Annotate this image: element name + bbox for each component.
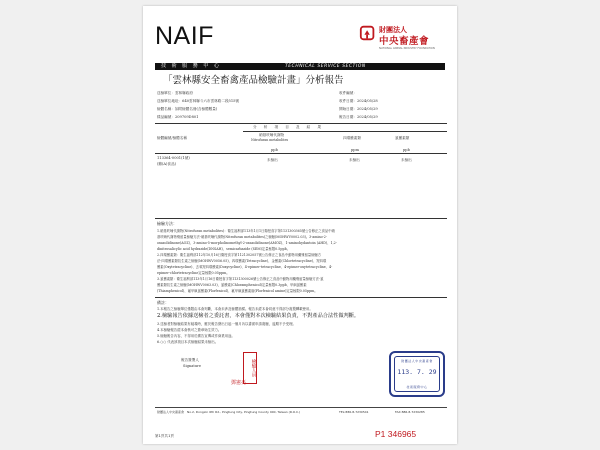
info-sample-no: 樣品編號：209709D801 bbox=[157, 115, 199, 119]
method-line: (Thiamphenicol)、氟甲砜氯黴素(Florfenicol)、氟甲砜氯黴素胺(Florfenicol amine)定量極限0.05ppm。 bbox=[157, 289, 318, 293]
table-col-sample: 檢體編號/檢體名稱 bbox=[157, 136, 187, 140]
signature-name-stamp: 鄧憲亮 bbox=[231, 380, 247, 386]
table-col-nitrofuran-sub: Nitrofuran metabolites bbox=[251, 138, 289, 142]
note-line: 5.檢驗報告內容，不得用於廣告宣傳或作商業用途。 bbox=[157, 334, 235, 338]
method-line: 法-四環黴素類抗生素之檢驗(MOHWV0056.05)，四環黴素(Tetracycline)、金黴素(Chlortetracycline)、羥四環 bbox=[157, 259, 327, 263]
method-title: 檢驗方法： bbox=[157, 221, 177, 226]
table-result-2: 未檢出 bbox=[349, 158, 360, 162]
method-line: 黴素(Oxytetracycline)、去氧羥四環黴素(Doxycycline)、4-epimer-tetracycline、4-epimer-oxytetracycline、4- bbox=[157, 265, 333, 269]
banner-en: TECHNICAL SERVICE SECTION bbox=[285, 64, 366, 69]
foundation-logo-icon bbox=[359, 24, 377, 42]
org-english-name: NATIONAL ANIMAL INDUSTRY FOUNDATION bbox=[379, 47, 435, 50]
table-unit-2: ppm bbox=[351, 148, 360, 152]
naif-logo-text: NAIF bbox=[155, 22, 214, 50]
table-row-id: 113364-0001(1號) bbox=[157, 156, 190, 160]
table-col-chloramphenicol: 氯黴素類 bbox=[395, 136, 410, 140]
method-line: dinitrosalicylic acid hydrazide(DNSAH)、semicarbazide (SEM)定量極限0.5ppb。 bbox=[157, 247, 290, 251]
info-address: 送檢單位地址：640雲林縣斗六市雲林路二段515號 bbox=[157, 99, 239, 103]
table-result-1: 未檢出 bbox=[267, 158, 278, 162]
org-name: 中央畜產會 bbox=[379, 36, 430, 47]
table-row-name: (雞(A)食品) bbox=[157, 162, 176, 166]
table-col-tetracycline: 四環黴素類 bbox=[343, 136, 361, 140]
method-line: 2.四環黴素類：衛生福利部112年10月16日衛授食字第1121302057號公告修正之食品中動物用藥殘留量檢驗方 bbox=[157, 253, 322, 257]
info-receipt-no: 收件編號： bbox=[339, 91, 357, 95]
footer-tel: TEL:886-8-7230541 bbox=[339, 410, 369, 414]
table-result-3: 未檢出 bbox=[401, 158, 412, 162]
table-top-rule bbox=[155, 123, 447, 124]
info-receipt-date: 收件日期：2024/05/28 bbox=[339, 99, 378, 103]
stamp-top-text: 財團法人中央畜產會 bbox=[401, 359, 433, 363]
org-subtitle: 財團法人 bbox=[379, 26, 407, 34]
page-number: 第1頁共1頁 bbox=[155, 434, 174, 438]
signature-label-zh: 報告簽署人 bbox=[181, 358, 199, 362]
report-title: 「雲林縣安全畜禽產品檢驗計畫」分析報告 bbox=[163, 75, 344, 86]
method-line: 黴素類抗生素之檢驗(MOHWV0063.03)，氯黴素(Chloramphenicol)定量極限0.3ppb、甲砜氯黴素 bbox=[157, 283, 307, 287]
footer-address: 財團法人中央畜產會 No.2, Dongxin 6th Rd., Pingtung City, Pingtung County 900, Taiwan (R.O.C.) bbox=[157, 410, 301, 414]
stamp-date: 113. 7. 29 bbox=[397, 368, 437, 376]
section-banner bbox=[155, 63, 445, 70]
report-serial: P1 346965 bbox=[375, 429, 417, 439]
signature-label-en: Signature bbox=[183, 364, 201, 368]
method-line: 1.硝基呋喃代謝物(Nitrofuran metabolites)：衛生福利部113年1月1日衛授食字第1131300365號公告修正之食品中硝 bbox=[157, 229, 335, 233]
report-page bbox=[143, 6, 457, 444]
method-line: oxazolidinone(AOZ)、3-amino-5-morpholinomethyl-2-oxazolidinone(AMOZ)、1-aminohydantoin (AHD)、1,2- bbox=[157, 241, 337, 245]
table-unit-1: ppb bbox=[271, 148, 278, 152]
note-line: 3.送檢者對檢驗結果有疑義時，應於報告發出日起一個月內以書面申請複驗，逾期不予受理。 bbox=[157, 322, 296, 326]
notes-title: 備註： bbox=[157, 300, 169, 305]
note-line: 1.本報告之檢驗單位僅限由本會判斷，本會未涉及檢體抽樣。報告未經本會同意不得部分複製轉載使用。 bbox=[157, 307, 313, 311]
stamp-bottom-text: 技術服務中心 bbox=[406, 385, 428, 389]
note-line: 6.○○ 代表該項目本次檢驗結果未檢出。 bbox=[157, 340, 219, 344]
footer-rule bbox=[155, 407, 447, 408]
banner-zh: 技 術 服 務 中 心 bbox=[161, 63, 221, 69]
official-date-stamp bbox=[389, 351, 445, 397]
info-start-date: 開始日期：2024/05/29 bbox=[339, 107, 378, 111]
info-report-date: 報告日期：2024/05/29 bbox=[339, 115, 378, 119]
note-line: 4.本檢驗報告經本會核可之簽章始生效力。 bbox=[157, 328, 222, 332]
table-items-header: 分 析 項 目 及 結 果 bbox=[253, 125, 325, 129]
signature-seal: 檢驗人員 bbox=[243, 352, 257, 384]
info-sample-name: 檢體名稱：如附檢體名冊(含檢體數量) bbox=[157, 107, 218, 111]
method-line: 3.氯黴素類：衛生福利部113年1月16日衛授食字第1131300026號公告修正之食品中動物用藥殘留量檢驗方法-氯 bbox=[157, 277, 324, 281]
table-unit-3: ppb bbox=[403, 148, 410, 152]
table-col-nitrofuran: 硝基呋喃代謝物 bbox=[259, 133, 285, 137]
info-submitter: 送檢單位：雲林縣政府 bbox=[157, 91, 193, 95]
method-line: 基呋喃代謝物殘留量檢驗方法-硝基呋喃代謝物(Nitrofuran metabolites)之檢驗(MOHWV0002.03)。3-amino-2- bbox=[157, 235, 327, 239]
footer-fax: FAX:886-8-7230285 bbox=[395, 410, 425, 414]
note-line-emphasis: 2.檢驗報告依據送檢者之委託書，本會僅對本次檢驗結果負責，不對產品合法性做判斷。 bbox=[157, 313, 360, 319]
method-line: epimer-chlortetracycline定量極限0.05ppm。 bbox=[157, 271, 230, 275]
